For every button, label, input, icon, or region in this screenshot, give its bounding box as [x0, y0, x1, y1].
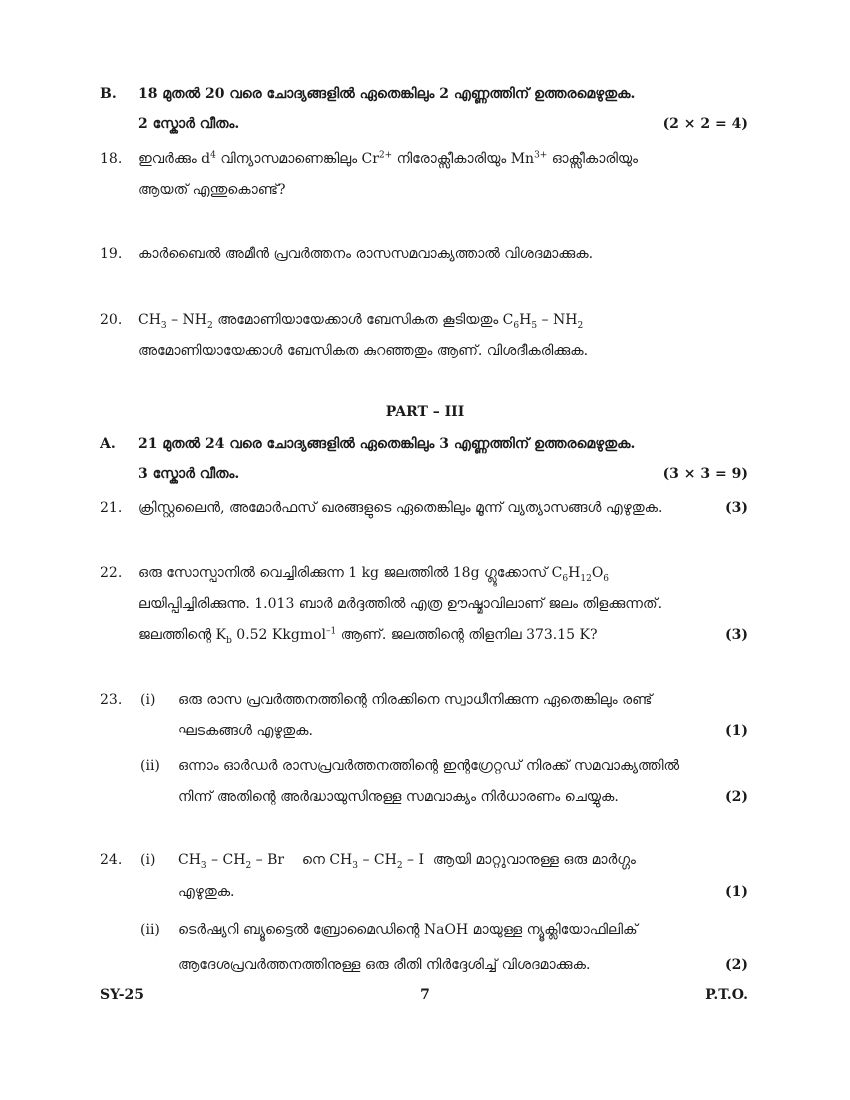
question-text: $CH_3 - CH_2$ – Br നെ $CH_3 - CH_2$ – I ആയി മാറ്റുവാനുള്ള ഒരു മാർഗ്ഗം [178, 852, 636, 871]
question-marks: (3) [725, 627, 748, 643]
sub-question-label: (i) [140, 852, 156, 868]
question-text: ഒന്നാം ഓർഡർ രാസപ്രവർത്തനത്തിന്റെ ഇന്റഗ്രേറ്റഡ് നിരക്ക് സമവാക്യത്തിൽ [178, 758, 680, 774]
question-text: ജലത്തിന്റെ $K_b$ 0.52 Kkgmol$^{-1}$ ആണ്. ജലത്തിന്റെ തിളനില 373.15 K? [138, 626, 598, 646]
sub-question-label: (ii) [140, 758, 160, 774]
paper-code: SY-25 [100, 987, 144, 1003]
question-text: അമോണിയായേക്കാൾ ബേസികത കുറഞ്ഞതും ആണ്. വിശദീകരിക്കുക. [138, 343, 589, 359]
section-total: (2 × 2 = 4) [662, 116, 748, 132]
question-text: നിന്ന് അതിന്റെ അർദ്ധായുസിനുള്ള സമവാക്യം നിർധാരണം ചെയ്യുക. [178, 789, 619, 805]
question-number: 21. [100, 500, 123, 516]
question-number: 18. [100, 151, 123, 167]
question-text: ആയത് എന്തുകൊണ്ട്? [138, 182, 286, 198]
question-marks: (3) [725, 500, 748, 516]
question-text: ലയിപ്പിച്ചിരിക്കുന്നു. 1.013 ബാർ മർദ്ദത്തിൽ എത്ര ഊഷ്മാവിലാണ് ജലം തിളക്കുന്നത്. [138, 596, 663, 612]
question-text: $CH_3 - NH_2$ അമോണിയായേക്കാൾ ബേസികത കൂടിയതും $C_6H_5 - NH_2$ [138, 312, 584, 331]
section-total: (3 × 3 = 9) [662, 466, 748, 482]
question-text: ടെർഷ്യറി ബ്യൂട്ടൈൽ ബ്രോമൈഡിന്റെ NaOH മായുള്ള ന്യൂക്ലിയോഫിലിക് [178, 922, 638, 938]
score-per-question: 3 സ്കോർ വീതം. [138, 466, 240, 482]
question-text: എഴുതുക. [178, 884, 235, 900]
section-instruction-text: 21 മുതൽ 24 വരെ ചോദ്യങ്ങളിൽ ഏതെങ്കിലും 3 എണ്ണത്തിന് ഉത്തരമെഴുതുക. [138, 436, 636, 452]
question-number: 22. [100, 565, 123, 581]
sub-question-label: (ii) [140, 922, 160, 938]
question-marks: (2) [725, 957, 748, 973]
question-number: 19. [100, 246, 123, 262]
part-heading: PART – III [385, 404, 465, 420]
question-text: ക്രിസ്റ്റലൈൻ, അമോർഫസ് ഖരങ്ങളുടെ ഏതെങ്കിലും മൂന്ന് വ്യത്യാസങ്ങൾ എഴുതുക. [138, 500, 663, 516]
sub-question-label: (i) [140, 692, 156, 708]
question-text: കാർബൈൽ അമീൻ പ്രവർത്തനം രാസസമവാക്യത്താൽ വിശദമാക്കുക. [138, 246, 594, 262]
question-number: 20. [100, 312, 123, 328]
question-marks: (1) [725, 884, 748, 900]
please-turn-over: P.T.O. [705, 987, 748, 1003]
question-text: ഒരു സോസ്പാനിൽ വെച്ചിരിക്കുന്ന 1 kg ജലത്തിൽ 18g ഗ്ലൂക്കോസ് $C_6H_{12}O_6$ [138, 565, 610, 584]
question-text: ഒരു രാസ പ്രവർത്തനത്തിന്റെ നിരക്കിനെ സ്വാധീനിക്കുന്ന ഏതെങ്കിലും രണ്ട് [178, 692, 653, 708]
question-text: ആദേശപ്രവർത്തനത്തിനുള്ള ഒരു രീതി നിർദ്ദേശിച്ച് വിശദമാക്കുക. [178, 957, 591, 973]
score-per-question: 2 സ്കോർ വീതം. [138, 116, 240, 132]
question-text: ഘടകങ്ങൾ എഴുതുക. [178, 723, 313, 739]
section-label: A. [100, 436, 116, 452]
question-marks: (1) [725, 723, 748, 739]
section-instruction-text: 18 മുതൽ 20 വരെ ചോദ്യങ്ങളിൽ ഏതെങ്കിലും 2 എണ്ണത്തിന് ഉത്തരമെഴുതുക. [138, 86, 636, 102]
question-number: 24. [100, 852, 123, 868]
section-label: B. [100, 86, 117, 102]
question-marks: (2) [725, 789, 748, 805]
question-number: 23. [100, 692, 123, 708]
question-text: ഇവർക്കും $d^4$ വിന്യാസമാണെങ്കിലും $Cr^{2+}$ നിരോക്സീകാരിയും $Mn^{3+}$ ഓക്സീകാരിയും [138, 150, 639, 167]
page-number: 7 [420, 987, 430, 1003]
